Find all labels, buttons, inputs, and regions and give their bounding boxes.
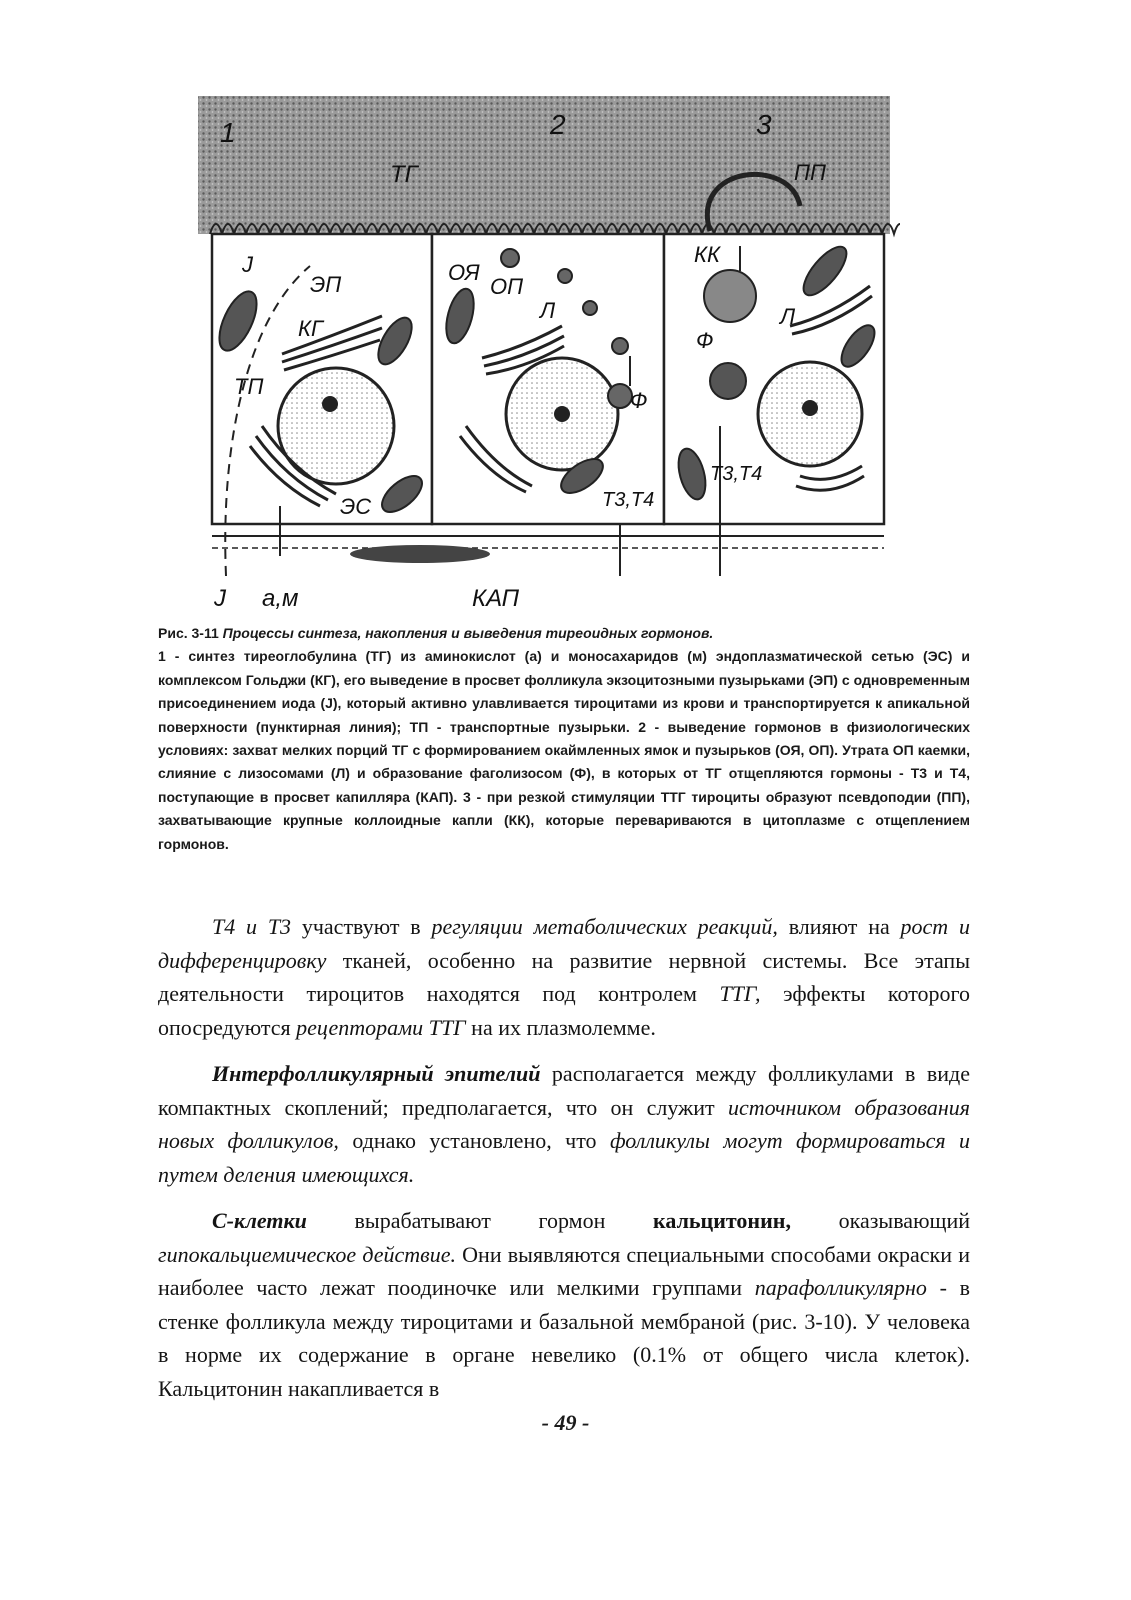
vesicle (558, 269, 572, 283)
nucleolus-1 (322, 396, 338, 412)
vesicle (612, 338, 628, 354)
label-f-right: Ф (696, 328, 714, 353)
label-op: ОП (490, 274, 524, 299)
vesicle (501, 249, 519, 267)
capillary-endothelium-nucleus (350, 545, 490, 563)
label-es: ЭС (340, 494, 372, 519)
label-kap: КАП (472, 585, 519, 612)
label-tg: ТГ (390, 161, 418, 188)
label-j-top: J (242, 252, 253, 277)
label-pp: ПП (794, 160, 826, 185)
caption-number: Рис. 3-11 (158, 625, 219, 641)
paragraph-interfollicular: Интерфолликулярный эпителий располагается между фолликулами в виде компактных скоплений; предполагается, что он служит источником образования новых фолликулов, однако установлено, что фолликулы могут формироваться и путем деления имеющихся. (158, 1061, 971, 1187)
label-l-mid: Л (540, 298, 556, 323)
label-am: а,м (262, 585, 299, 612)
paragraph-c-cells: С-клетки вырабатывают гормон кальцитонин, оказывающий гипокальциемическое действие. Они выявляются специальными способами окраски и наиболее часто лежат поодиночке или мелкими группами парафолликулярно - в стенке фолликула между тироцитами и базальной мембраной (рис. 3-10). У человека в норме их содержание в органе невелико (0.1% от общего числа клеток). Кальцитонин накапливается в (158, 1208, 970, 1401)
colloid-lumen (198, 96, 890, 234)
caption-title: Процессы синтеза, накопления и выведения тиреоидных гормонов. (222, 625, 714, 641)
figure-caption (158, 622, 970, 856)
label-j-bottom: J (214, 585, 226, 612)
phagolysosome-2 (608, 384, 632, 408)
label-oya: ОЯ (448, 260, 480, 285)
nucleolus-2 (554, 406, 570, 422)
figure-diagram (190, 96, 900, 621)
label-kk: КК (694, 242, 720, 267)
label-f-mid: Ф (630, 388, 648, 413)
nucleolus-3 (802, 400, 818, 416)
panel-number-2: 2 (550, 109, 566, 140)
label-t3t4-right: T3,T4 (710, 463, 763, 485)
body-text (158, 910, 970, 1418)
label-ep: ЭП (310, 272, 342, 297)
label-kg: КГ (298, 316, 323, 341)
thyroid-cells-illustration (190, 96, 900, 621)
panel-number-3: 3 (756, 109, 772, 140)
label-tp: ТП (234, 374, 264, 399)
caption-body: 1 - синтез тиреоглобулина (ТГ) из аминокислот (а) и моносахаридов (м) эндоплазматической сетью (ЭС) и комплексом Гольджи (КГ), его выведение в просвет фолликула экзоцитозными пузырьками (ЭП) с одновременным присоединением иода (J), который активно улавливается тироцитами из крови и транспортируется к апикальной поверхности (пунктирная линия); ТП - транспортные пузырьки. 2 - выведение гормонов в физиологических условиях: захват мелких порций ТГ с формированием окаймленных ямок и пузырьков (ОЯ, ОП). Утрата ОП каемки, слияние с лизосомами (Л) и образование фаголизосом (Ф), в которых от ТГ отщепляются гормоны - Т3 и Т4, поступающие в просвет капилляра (КАП). 3 - при резкой стимуляции ТТГ тироциты образуют псевдоподии (ПП), захватывающие крупные коллоидные капли (КК), которые перевариваются в цитоплазме с отщеплением гормонов. (158, 648, 970, 852)
label-t3t4-mid: T3,T4 (602, 489, 655, 511)
phagolysosome-3 (710, 363, 746, 399)
panel-number-1: 1 (220, 117, 236, 148)
label-l-right: Л (780, 304, 796, 329)
colloid-drop (704, 270, 756, 322)
page-number: - 49 - (541, 1410, 590, 1435)
caption-heading (158, 622, 970, 645)
vesicle (583, 301, 597, 315)
paragraph-hormones-effects: T4 и T3 участвуют в регуляции метаболических реакций, влияют на рост и дифференцировку тканей, особенно на развитие нервной системы. Все этапы деятельности тироцитов находятся под контролем ТТГ, эффекты которого опосредуются рецепторами ТТГ на их плазмолемме. (158, 914, 970, 1040)
